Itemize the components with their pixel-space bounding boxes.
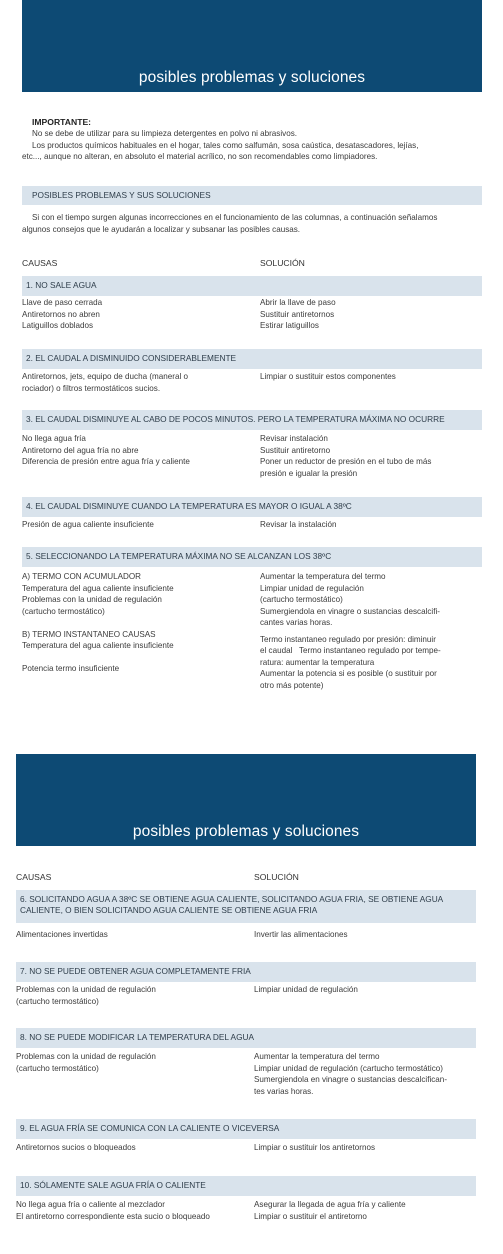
solution-item: Abrir la llave de paso [260,298,336,307]
cause-item: Problemas con la unidad de regulación [16,1052,156,1061]
cause-item: (cartucho termostático) [22,606,105,616]
cause-item: Antiretornos sucios o bloqueados [16,1143,136,1152]
section-8-title: 8. NO SE PUEDE MODIFICAR LA TEMPERATURA DEL AGUA [16,1028,476,1048]
cause-item: Temperatura del agua caliente insuficiente [22,641,174,650]
section-2-title: 2. EL CAUDAL A DISMINUIDO CONSIDERABLEMENTE [22,349,482,369]
section-3-causes [22,433,257,468]
important-line-3: etc..., aunque no alteran, en absoluto el material acrílico, no son recomendables como limpiadores. [22,152,378,161]
page1-banner [22,0,482,92]
solution-item: el caudal Termo instantaneo regulado por tempe- [260,646,441,655]
section-3-title: 3. EL CAUDAL DISMINUYE AL CABO DE POCOS MINUTOS. PERO LA TEMPERATURA MÁXIMA NO OCURRE [22,410,482,430]
section-6-title-line-1: 6. SOLICITANDO AGUA A 38ºC SE OBTIENE AGUA CALIENTE, SOLICITANDO AGUA FRIA, SE OBTIENE AGUA [20,894,444,904]
cause-item: (cartucho termostático) [16,1063,99,1073]
section-6-causes [16,929,246,941]
section-9-title: 9. EL AGUA FRÍA SE COMUNICA CON LA CALIENTE O VICEVERSA [16,1119,476,1139]
important-line-2: Los productos químicos habituales en el hogar, tales como salfumán, sosa caústica, desatascadores, lejías, [32,140,419,150]
section-4-title: 4. EL CAUDAL DISMINUYE CUANDO LA TEMPERATURA ES MAYOR O IGUAL A 38ºC [22,497,482,517]
section-10-causes [16,1199,251,1222]
solution-item: Aumentar la temperatura del termo [260,572,386,581]
solution-item: cantes varias horas. [260,618,333,627]
section-8-solutions [254,1051,484,1097]
section-6-title [16,890,476,923]
solution-item: Limpiar o sustituir el antiretorno [254,1211,367,1221]
solution-item: Revisar la instalación [260,520,337,529]
solution-item: Termo instantaneo regulado por presión: diminuir [260,634,436,644]
section-3-solutions [260,433,485,479]
column-header-causes: CAUSAS [16,872,52,882]
solution-item: (cartucho termostático) [260,595,343,604]
solution-item: Aumentar la temperatura del termo [254,1052,380,1061]
section-10-title: 10. SÓLAMENTE SALE AGUA FRÍA O CALIENTE [16,1176,476,1196]
section-1-solutions [260,297,485,332]
section-1-title: 1. NO SALE AGUA [22,276,482,296]
solution-item: Limpiar o sustituir estos componentes [260,372,396,381]
important-line-1: No se debe de utilizar para su limpieza detergentes en polvo ni abrasivos. [32,129,297,138]
cause-item: Latiguillos doblados [22,321,94,330]
column-header-solution: SOLUCIÓN [254,872,299,882]
intro-line-2: algunos consejos que le ayudarán a localizar y subsanar las posibles causas. [22,224,301,234]
solution-item: Sumergiendola en vinagre o sustancias descalcifi- [260,606,440,616]
solution-item: Limpiar unidad de regulación (cartucho termostático) [254,1063,443,1073]
page1-banner-title: posibles problemas y soluciones [138,69,366,86]
cause-item [22,617,257,629]
cause-item [22,652,257,664]
cause-item: No llega agua fría o caliente al mezclador [16,1200,165,1209]
section-7-solutions [254,984,479,996]
solution-item: Aumentar la potencia si es posible (o sustituir por [260,669,437,678]
solution-item: presión e igualar la presión [260,468,358,478]
solution-item: Sumergiendola en vinagre o sustancias descalcifican- [254,1075,448,1084]
section-6-solutions [254,929,479,941]
solution-item: ratura: aumentar la temperatura [260,657,375,667]
section-2-solutions [260,371,485,383]
section-5-title: 5. SELECCIONANDO LA TEMPERATURA MÁXIMA NO SE ALCANZAN LOS 38ºC [22,547,482,567]
cause-item: rociador) o filtros termostáticos sucios. [22,383,161,393]
cause-item: Potencia termo insuficiente [22,664,120,673]
solution-item: otro más potente) [260,680,324,690]
cause-item: B) TERMO INSTANTANEO CAUSAS [22,629,156,639]
cause-item: El antiretorno correspondiente esta sucio o bloqueado [16,1211,210,1221]
problems-bar: POSIBLES PROBLEMAS Y SUS SOLUCIONES [22,186,482,205]
solution-item: Poner un reductor de presión en el tubo de más [260,457,432,466]
section-4-solutions [260,519,485,531]
solution-item: Limpiar unidad de regulación [260,583,364,593]
cause-item: Antiretornos no abren [22,309,100,319]
section-2-causes [22,371,252,394]
page2-banner-title: posibles problemas y soluciones [132,823,360,840]
cause-item: Problemas con la unidad de regulación [22,595,162,604]
solution-item: Limpiar unidad de regulación [254,985,358,994]
cause-item: Alimentaciones invertidas [16,930,108,939]
solution-item: Revisar instalación [260,434,328,443]
section-6-title-line-2: CALIENTE, O BIEN SOLICITANDO AGUA CALIENTE SE OBTIENE AGUA FRIA [20,905,318,915]
solution-item: Limpiar o sustituir los antiretornos [254,1143,376,1152]
solution-item: Sustituir antiretornos [260,309,335,319]
cause-item: Temperatura del agua caliente insuficiente [22,583,174,593]
cause-item: Diferencia de presión entre agua fría y caliente [22,457,190,466]
section-1-causes [22,297,252,332]
solution-item: Asegurar la llegada de agua fría y caliente [254,1200,406,1209]
section-7-title: 7. NO SE PUEDE OBTENER AGUA COMPLETAMENTE FRIA [16,962,476,982]
solution-item: Estirar latiguillos [260,321,319,330]
important-label: IMPORTANTE: [32,117,92,127]
section-9-causes [16,1142,246,1154]
solution-item: tes varias horas. [254,1086,314,1096]
section-4-causes [22,519,252,531]
section-9-solutions [254,1142,479,1154]
intro-line-1: Si con el tiempo surgen algunas incorrecciones en el funcionamiento de las columnas, a continuación señalamos [32,213,438,222]
cause-item: No llega agua fría [22,434,86,443]
cause-item: Llave de paso cerrada [22,298,103,307]
page2-banner [16,754,476,846]
cause-item: A) TERMO CON ACUMULADOR [22,572,142,581]
intro-text [22,212,484,235]
section-7-causes [16,984,246,1007]
important-block [22,116,484,163]
cause-item: Antiretorno del agua fría no abre [22,445,139,455]
section-5-solutions [260,571,485,691]
solution-item: Sustituir antiretorno [260,445,331,455]
cause-item: Antiretornos, jets, equipo de ducha (maneral o [22,372,189,381]
section-8-causes [16,1051,246,1074]
section-5-causes [22,571,257,675]
cause-item: (cartucho termostático) [16,996,99,1006]
section-10-solutions [254,1199,479,1222]
column-header-causes: CAUSAS [22,258,58,268]
solution-item: Invertir las alimentaciones [254,930,348,939]
cause-item: Presión de agua caliente insuficiente [22,520,154,529]
cause-item: Problemas con la unidad de regulación [16,985,156,994]
column-header-solution: SOLUCIÓN [260,258,305,268]
